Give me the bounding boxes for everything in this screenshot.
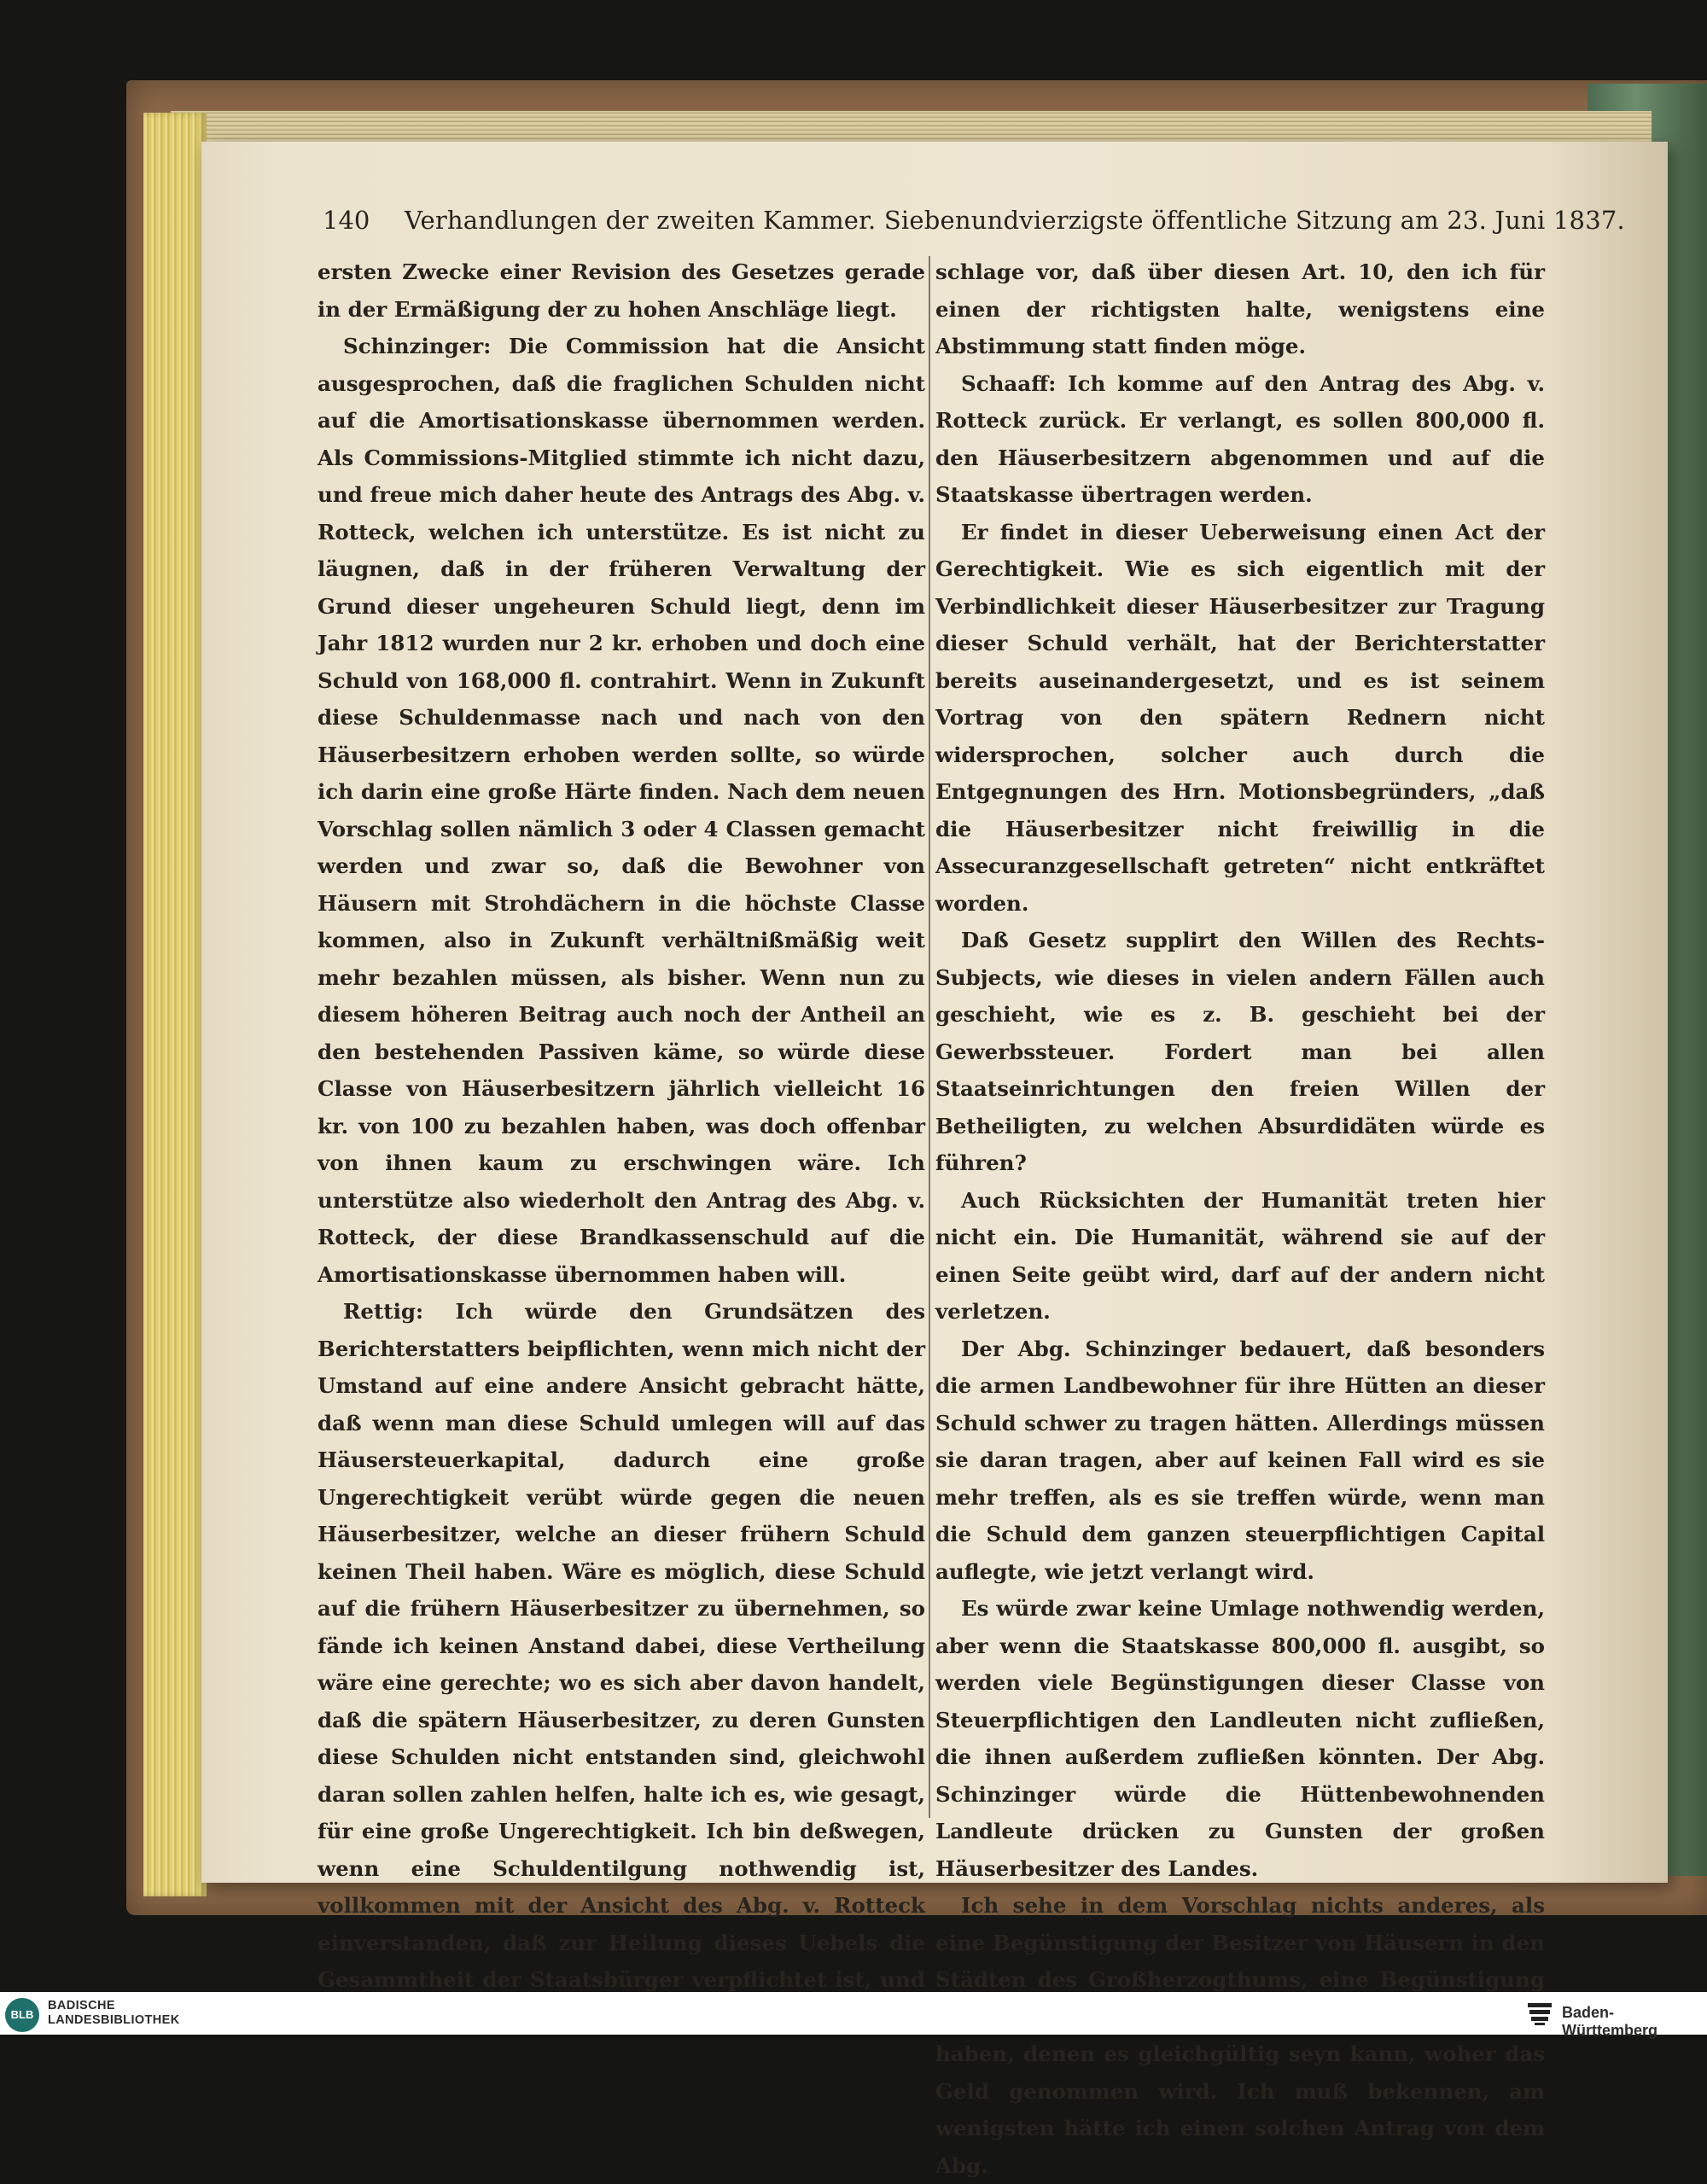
column-divider [929, 256, 930, 1818]
paragraph: Auch Rücksichten der Humanität treten hier nicht ein. Die Humanität, während sie auf der einen Seite geübt wird, darf auf der andern nicht verletzen. [935, 1187, 1545, 1324]
paragraph: Er findet in dieser Ueberweisung einen Act der Gerechtigkeit. Wie es sich eigentlich mit der Verbindlichkeit dieser Häuserbesitzer zur Tragung dieser Schuld verhält, hat der Berichterstatter bereits auseinandergesetzt, und es ist seinem Vortrag von den spätern Rednern nicht widersprochen, solcher auch durch die Entgegnungen des Hrn. Motionsbegründers, „daß die Häuserbesitzer nicht freiwillig in die Assecuranzgesellschaft getreten“ nicht entkräftet worden. [935, 519, 1545, 916]
paragraph: Es würde zwar keine Umlage nothwendig werden, aber wenn die Staatskasse 800,000 fl. ausgibt, so werden viele Begünstigungen dieser Classe von Steuerpflichtigen den Landleuten nicht zufließen, die ihnen außerdem zufließen könnten. Der Abg. Schinzinger würde die Hüttenbewohnenden Landleute drücken zu Gunsten der großen Häuserbesitzer des Landes. [935, 1596, 1545, 1881]
paragraph: Schinzinger: Die Commission hat die Ansicht ausgesprochen, daß die fraglichen Schulden nicht auf die Amortisationskasse übernommen werden. Als Commissions-Mitglied stimmte ich nicht dazu, und freue mich daher heute des Antrags des Abg. v. Rotteck, welchen ich unterstütze. Es ist nicht zu läugnen, daß in der früheren Verwaltung der Grund dieser ungeheuren Schuld liegt, denn im Jahr 1812 wurden nur 2 kr. erhoben und doch eine Schuld von 168,000 fl. contrahirt. Wenn in Zukunft diese Schuldenmasse nach und nach von den Häuserbesitzern erhoben werden sollte, so würde ich darin eine große Härte finden. Nach dem neuen Vorschlag sollen nämlich 3 oder 4 Classen gemacht werden und zwar so, daß die Bewohner von Häusern mit Strohdächern in die höchste Classe kommen, also in Zukunft verhältnißmäßig weit mehr bezahlen müssen, als bisher. Wenn nun zu diesem höheren Beitrag auch noch der Antheil an den bestehenden Passiven käme, so würde diese Classe von Häuserbesitzern jährlich vielleicht 16 kr. von 100 zu bezahlen haben, was doch offenbar von ihnen kaum zu erschwingen wäre. Ich unterstütze also wiederholt den Antrag des Abg. v. Rotteck, der diese Brandkassenschuld auf die Amortisationskasse übernommen haben will. [318, 334, 925, 1287]
left-column [318, 253, 925, 2035]
right-column [935, 253, 1545, 2184]
library-name-line1: BADISCHE [48, 1999, 115, 2012]
library-name[interactable] [48, 1999, 180, 2028]
baden-wuerttemberg-coat-of-arms-icon [1526, 2001, 1553, 2026]
blb-logo-icon[interactable]: BLB [5, 1998, 39, 2032]
library-name-line2: LANDESBIBLIOTHEK [48, 2013, 180, 2027]
paragraph: ersten Zwecke einer Revision des Gesetzes gerade in der Ermäßigung der zu hohen Anschläge liegt. [318, 259, 925, 322]
page-number: 140 [323, 206, 370, 235]
paragraph: Der Abg. Schinzinger bedauert, daß besonders die armen Landbewohner für ihre Hütten an dieser Schuld schwer zu tragen hätten. Allerdings müssen sie daran tragen, aber auf keinen Fall wird es sie mehr treffen, als es sie treffen würde, wenn man die Schuld dem ganzen steuerpflichtigen Capital auflegte, wie jetzt verlangt wird. [935, 1336, 1545, 1584]
paragraph: schlage vor, daß über diesen Art. 10, den ich für einen der richtigsten halte, wenigstens eine Abstimmung statt finden möge. [935, 259, 1545, 358]
paragraph: Ich sehe in dem Vorschlag nichts anderes, als eine Begünstigung der Besitzer von Häusern in den Städten des Großherzogthums, eine Begünstigung haben, denen es gleichgültig seyn kann, woher das Geld genommen wird. Ich muß bekennen, am wenigsten hätte ich einen solchen Antrag von dem Abg. [935, 1893, 1545, 2178]
running-title: Verhandlungen der zweiten Kammer. Siebenundvierzigste öffentliche Sitzung am 23. Juni 1837. [405, 206, 1625, 235]
viewer-footer [0, 1992, 1707, 2039]
paragraph: Daß Gesetz supplirt den Willen des Rechts-Subjects, wie dieses in vielen andern Fällen auch geschieht, wie es z. B. geschieht bei der Gewerbssteuer. Fordert man bei allen Staatseinrichtungen den freien Willen der Betheiligten, zu welchen Absurdidäten würde es führen? [935, 928, 1545, 1175]
page-block-side-edge [143, 113, 207, 1896]
page-header [323, 203, 1625, 237]
paragraph: Rettig: Ich würde den Grundsätzen des Berichterstatters beipflichten, wenn mich nicht der Umstand auf eine andere Ansicht gebracht hätte, daß wenn man diese Schuld umlegen will auf das Häusersteuerkapital, dadurch eine große Ungerechtigkeit verübt würde gegen die neuen Häuserbesitzer, welche an dieser frühern Schuld keinen Theil haben. Wäre es möglich, diese Schuld auf die frühern Häuserbesitzer zu übernehmen, so fände ich keinen Anstand dabei, diese Vertheilung wäre eine gerechte; wo es sich aber davon handelt, daß die spätern Häuserbesitzer, zu deren Gunsten diese Schulden nicht entstanden sind, gleichwohl daran sollen zahlen helfen, halte ich es, wie gesagt, für eine große Ungerechtigkeit. Ich bin deßwegen, wenn eine Schuldentilgung nothwendig ist, vollkommen mit der Ansicht des Abg. v. Rotteck einverstanden, daß zur Heilung dieses Uebels die Gesammtheit der Staatsbürger verpflichtet ist, und [318, 1299, 925, 1992]
state-name[interactable]: Baden-Württemberg [1562, 2004, 1657, 2039]
paragraph: Schaaff: Ich komme auf den Antrag des Abg. v. Rotteck zurück. Er verlangt, es sollen 800,000 fl. den Häuserbesitzern abgenommen und auf die Staatskasse übertragen werden. [935, 370, 1545, 507]
